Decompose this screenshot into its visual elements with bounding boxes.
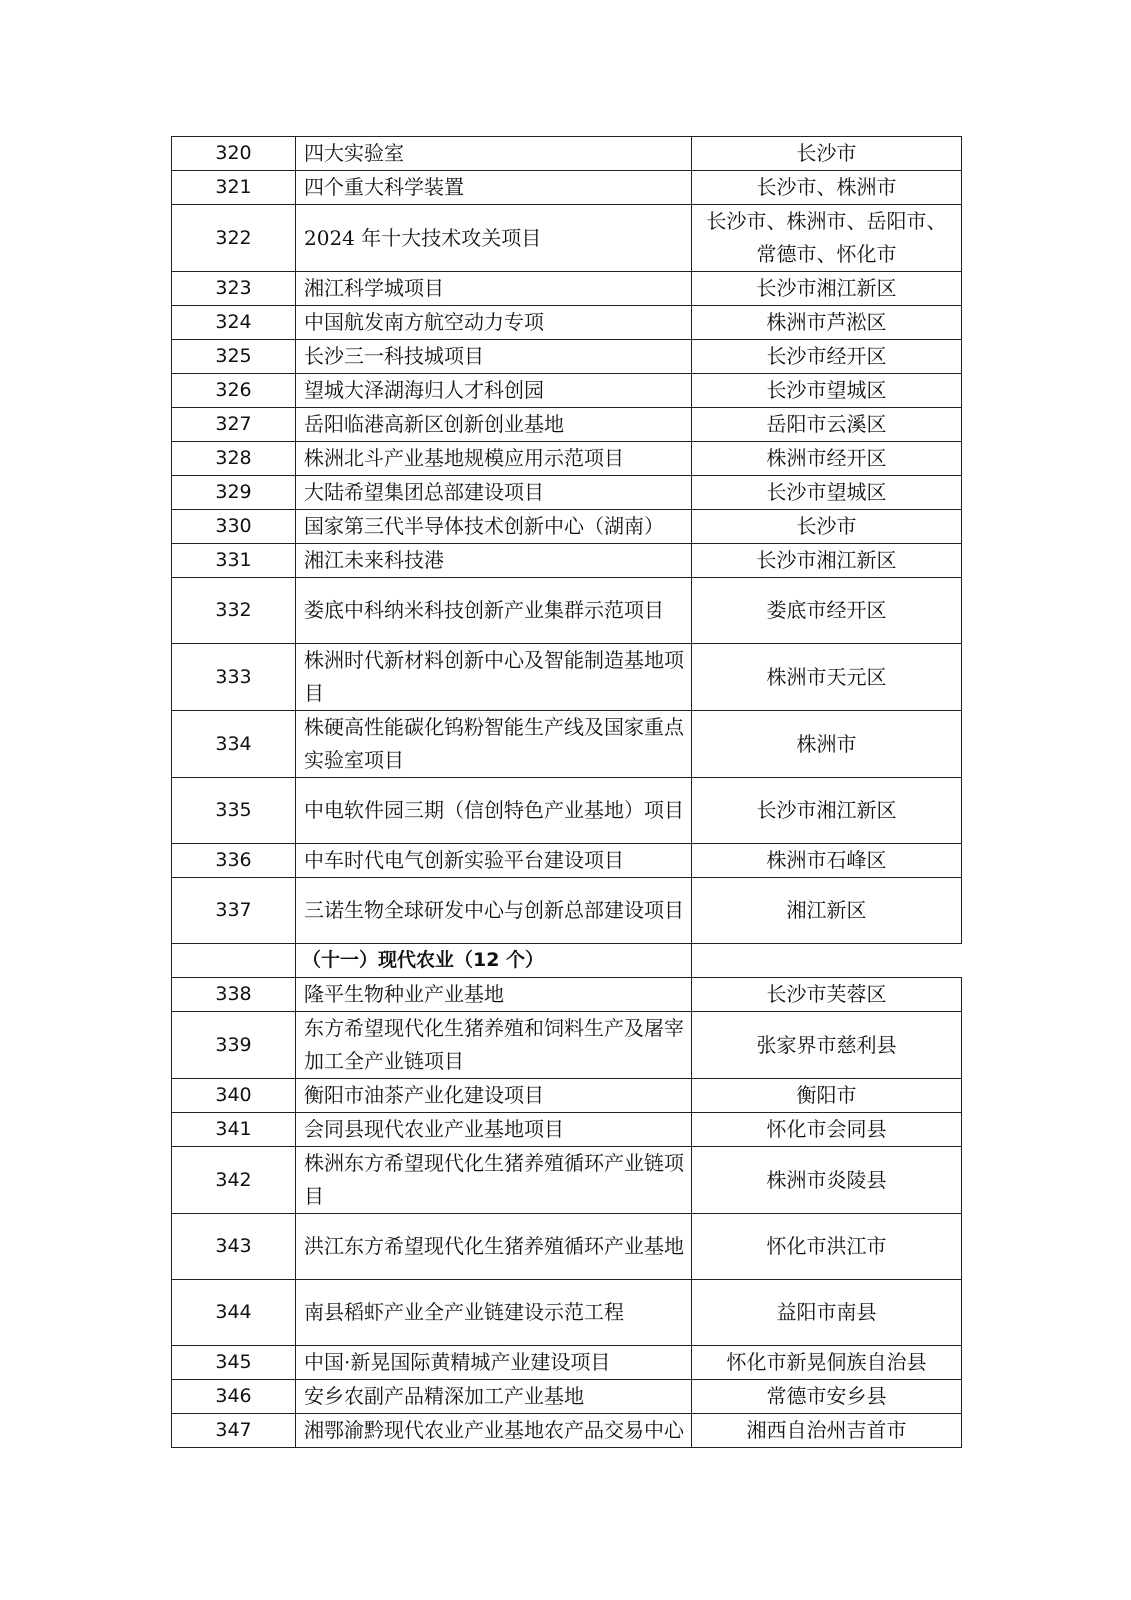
row-number: 345 bbox=[172, 1346, 296, 1380]
project-name: 隆平生物种业产业基地 bbox=[296, 978, 692, 1012]
project-name: 株洲东方希望现代化生猪养殖循环产业链项目 bbox=[296, 1147, 692, 1214]
table-row bbox=[172, 844, 962, 878]
project-location: 湘西自治州吉首市 bbox=[692, 1414, 962, 1448]
row-number: 322 bbox=[172, 205, 296, 272]
table-row bbox=[172, 1214, 962, 1280]
row-number: 347 bbox=[172, 1414, 296, 1448]
project-name: 会同县现代农业产业基地项目 bbox=[296, 1113, 692, 1147]
project-location: 长沙市 bbox=[692, 137, 962, 171]
project-location: 怀化市会同县 bbox=[692, 1113, 962, 1147]
table-row bbox=[172, 476, 962, 510]
section-title: （十一）现代农业（12 个） bbox=[296, 944, 692, 978]
project-location: 长沙市湘江新区 bbox=[692, 272, 962, 306]
row-number: 341 bbox=[172, 1113, 296, 1147]
row-number: 340 bbox=[172, 1079, 296, 1113]
project-name: 岳阳临港高新区创新创业基地 bbox=[296, 408, 692, 442]
project-location: 长沙市望城区 bbox=[692, 476, 962, 510]
table-row bbox=[172, 1147, 962, 1214]
project-location: 长沙市望城区 bbox=[692, 374, 962, 408]
project-name: 衡阳市油茶产业化建设项目 bbox=[296, 1079, 692, 1113]
table-row bbox=[172, 1414, 962, 1448]
table-row bbox=[172, 644, 962, 711]
project-location: 湘江新区 bbox=[692, 878, 962, 944]
project-location: 衡阳市 bbox=[692, 1079, 962, 1113]
project-location: 长沙市湘江新区 bbox=[692, 544, 962, 578]
project-location: 张家界市慈利县 bbox=[692, 1012, 962, 1079]
project-name: 中车时代电气创新实验平台建设项目 bbox=[296, 844, 692, 878]
table-row bbox=[172, 510, 962, 544]
table-row bbox=[172, 408, 962, 442]
project-name: 国家第三代半导体技术创新中心（湖南） bbox=[296, 510, 692, 544]
project-location bbox=[692, 944, 962, 978]
row-number: 328 bbox=[172, 442, 296, 476]
row-number: 342 bbox=[172, 1147, 296, 1214]
project-location: 怀化市新晃侗族自治县 bbox=[692, 1346, 962, 1380]
table-row bbox=[172, 374, 962, 408]
project-table bbox=[171, 136, 962, 1448]
section-header-row bbox=[172, 944, 962, 978]
project-table-body bbox=[172, 137, 962, 1448]
project-name: 中国航发南方航空动力专项 bbox=[296, 306, 692, 340]
project-name: 中电软件园三期（信创特色产业基地）项目 bbox=[296, 778, 692, 844]
table-row bbox=[172, 205, 962, 272]
row-number: 335 bbox=[172, 778, 296, 844]
row-number: 330 bbox=[172, 510, 296, 544]
project-name: 娄底中科纳米科技创新产业集群示范项目 bbox=[296, 578, 692, 644]
row-number: 326 bbox=[172, 374, 296, 408]
project-location: 益阳市南县 bbox=[692, 1280, 962, 1346]
project-location: 长沙市芙蓉区 bbox=[692, 978, 962, 1012]
project-location: 株洲市芦淞区 bbox=[692, 306, 962, 340]
table-row bbox=[172, 306, 962, 340]
row-number: 333 bbox=[172, 644, 296, 711]
project-location: 长沙市湘江新区 bbox=[692, 778, 962, 844]
table-row bbox=[172, 1346, 962, 1380]
project-location: 长沙市经开区 bbox=[692, 340, 962, 374]
project-location: 长沙市、株洲市、岳阳市、常德市、怀化市 bbox=[692, 205, 962, 272]
project-location: 株洲市 bbox=[692, 711, 962, 778]
project-name: 洪江东方希望现代化生猪养殖循环产业基地 bbox=[296, 1214, 692, 1280]
project-location: 娄底市经开区 bbox=[692, 578, 962, 644]
project-location: 株洲市炎陵县 bbox=[692, 1147, 962, 1214]
table-row bbox=[172, 544, 962, 578]
project-name: 三诺生物全球研发中心与创新总部建设项目 bbox=[296, 878, 692, 944]
row-number: 331 bbox=[172, 544, 296, 578]
table-row bbox=[172, 1280, 962, 1346]
project-name: 安乡农副产品精深加工产业基地 bbox=[296, 1380, 692, 1414]
project-name: 南县稻虾产业全产业链建设示范工程 bbox=[296, 1280, 692, 1346]
table-row bbox=[172, 778, 962, 844]
table-row bbox=[172, 1012, 962, 1079]
row-number: 327 bbox=[172, 408, 296, 442]
project-name: 大陆希望集团总部建设项目 bbox=[296, 476, 692, 510]
project-location: 株洲市经开区 bbox=[692, 442, 962, 476]
project-location: 怀化市洪江市 bbox=[692, 1214, 962, 1280]
project-name: 株洲时代新材料创新中心及智能制造基地项目 bbox=[296, 644, 692, 711]
row-number: 332 bbox=[172, 578, 296, 644]
row-number: 337 bbox=[172, 878, 296, 944]
project-name: 湘江科学城项目 bbox=[296, 272, 692, 306]
row-number: 329 bbox=[172, 476, 296, 510]
table-row bbox=[172, 442, 962, 476]
row-number: 339 bbox=[172, 1012, 296, 1079]
project-name: 四大实验室 bbox=[296, 137, 692, 171]
project-name: 长沙三一科技城项目 bbox=[296, 340, 692, 374]
row-number: 346 bbox=[172, 1380, 296, 1414]
table-row bbox=[172, 340, 962, 374]
project-name: 中国·新晃国际黄精城产业建设项目 bbox=[296, 1346, 692, 1380]
row-number: 324 bbox=[172, 306, 296, 340]
row-number: 325 bbox=[172, 340, 296, 374]
project-name: 望城大泽湖海归人才科创园 bbox=[296, 374, 692, 408]
project-name: 东方希望现代化生猪养殖和饲料生产及屠宰加工全产业链项目 bbox=[296, 1012, 692, 1079]
project-name: 2024 年十大技术攻关项目 bbox=[296, 205, 692, 272]
project-location: 岳阳市云溪区 bbox=[692, 408, 962, 442]
row-number: 344 bbox=[172, 1280, 296, 1346]
row-number: 343 bbox=[172, 1214, 296, 1280]
table-row bbox=[172, 578, 962, 644]
table-row bbox=[172, 1380, 962, 1414]
table-row bbox=[172, 1113, 962, 1147]
row-number: 321 bbox=[172, 171, 296, 205]
project-location: 株洲市天元区 bbox=[692, 644, 962, 711]
table-row bbox=[172, 137, 962, 171]
row-number: 323 bbox=[172, 272, 296, 306]
row-number: 336 bbox=[172, 844, 296, 878]
table-row bbox=[172, 978, 962, 1012]
table-row bbox=[172, 1079, 962, 1113]
table-row bbox=[172, 878, 962, 944]
table-row bbox=[172, 711, 962, 778]
project-name: 株洲北斗产业基地规模应用示范项目 bbox=[296, 442, 692, 476]
table-row bbox=[172, 171, 962, 205]
project-location: 长沙市、株洲市 bbox=[692, 171, 962, 205]
row-number: 334 bbox=[172, 711, 296, 778]
project-name: 四个重大科学装置 bbox=[296, 171, 692, 205]
project-name: 株硬高性能碳化钨粉智能生产线及国家重点实验室项目 bbox=[296, 711, 692, 778]
project-location: 常德市安乡县 bbox=[692, 1380, 962, 1414]
table-row bbox=[172, 272, 962, 306]
project-name: 湘江未来科技港 bbox=[296, 544, 692, 578]
project-name: 湘鄂渝黔现代农业产业基地农产品交易中心 bbox=[296, 1414, 692, 1448]
row-number: 338 bbox=[172, 978, 296, 1012]
row-number: 320 bbox=[172, 137, 296, 171]
project-location: 株洲市石峰区 bbox=[692, 844, 962, 878]
project-location: 长沙市 bbox=[692, 510, 962, 544]
row-number bbox=[172, 944, 296, 978]
